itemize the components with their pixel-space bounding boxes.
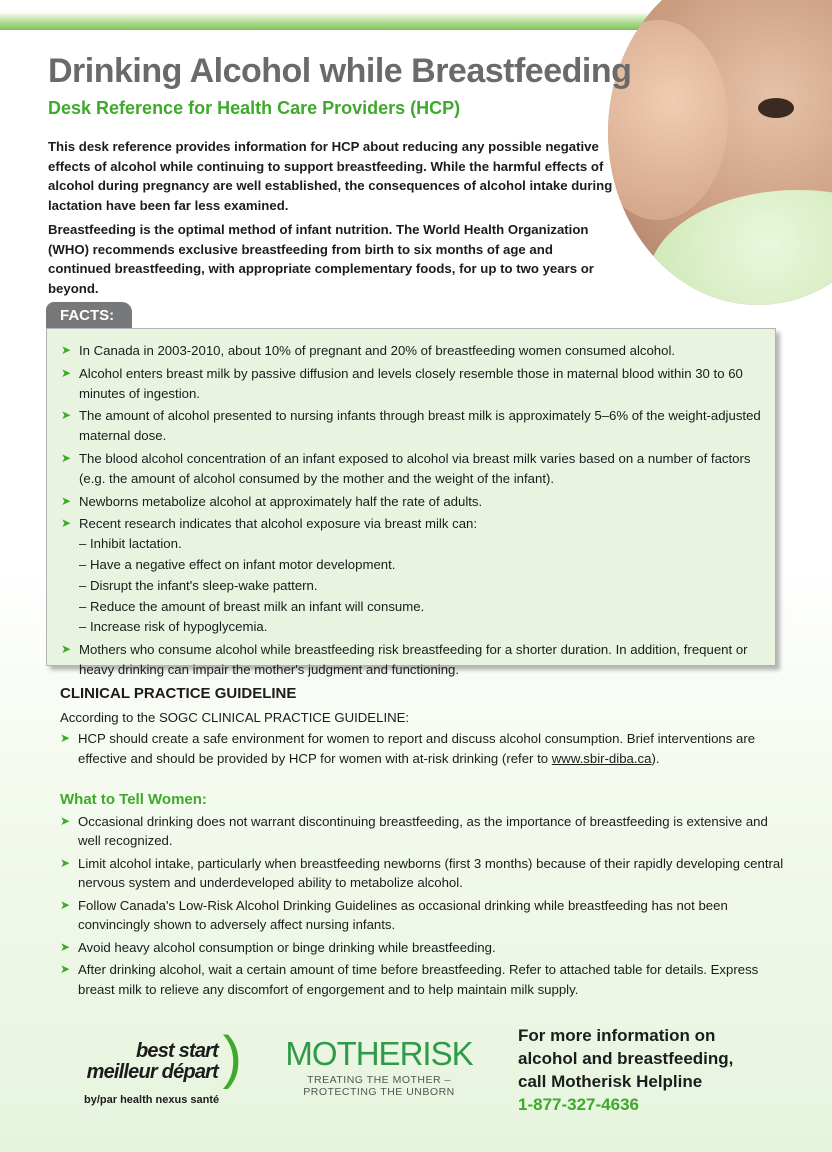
best-start-logo — [82, 1025, 252, 1126]
tell-text: Avoid heavy alcohol consumption or binge drinking while breastfeeding. — [78, 939, 496, 955]
tell-women-list — [60, 812, 790, 1000]
guideline-heading: CLINICAL PRACTICE GUIDELINE — [60, 685, 297, 702]
intro-paragraph: Breastfeeding is the optimal method of infant nutrition. The World Health Organization (WHO) recommends exclusive breastfeeding from birth to six months of age and continued breastfeeding, with appropriate complementary foods, for up to two years or beyond. — [48, 222, 594, 296]
sub-list-item: – Inhibit lactation. — [79, 536, 182, 552]
arrow-right-icon: ➤ — [61, 343, 72, 357]
motherisk-tagline: TREATING THE MOTHER – — [307, 1074, 451, 1086]
sub-list-item: – Disrupt the infant's sleep-wake pattern. — [79, 577, 318, 593]
arrow-right-icon: ➤ — [60, 939, 71, 954]
contact-line: alcohol and breastfeeding, — [518, 1049, 734, 1068]
tell-women-section — [60, 790, 790, 1002]
motherisk-wordmark: MOTHERISK — [285, 1035, 473, 1072]
list-item — [60, 896, 790, 935]
list-item — [60, 729, 790, 768]
facts-tab-label: FACTS: — [46, 302, 132, 328]
list-item — [61, 406, 765, 446]
contact-line: For more information on — [518, 1026, 716, 1045]
fact-text: Mothers who consume alcohol while breastfeeding risk breastfeeding for a shorter duration. In addition, frequent or heavy drinking can impair the mother's judgment and functioning. — [79, 642, 748, 677]
guideline-text-end: ). — [651, 750, 660, 766]
list-item — [61, 341, 765, 361]
sbir-link[interactable]: www.sbir-diba.ca — [551, 750, 652, 766]
mother-baby-photo — [608, 0, 832, 305]
guideline-section — [60, 684, 790, 771]
list-item — [61, 514, 765, 637]
tell-text: After drinking alcohol, wait a certain amount of time before breastfeeding. Refer to attached table for details. Express breast milk to relieve any discomfort of engorgement and to help maintain milk supply. — [78, 962, 759, 997]
photo-eye — [758, 98, 794, 118]
page-title: Drinking Alcohol while Breastfeeding — [48, 52, 632, 90]
arrow-right-icon: ➤ — [61, 493, 72, 508]
fact-text: In Canada in 2003-2010, about 10% of pregnant and 20% of breastfeeding women consumed alcohol. — [79, 343, 676, 358]
arrow-right-icon: ➤ — [60, 962, 71, 976]
contact-line: call Motherisk Helpline — [518, 1072, 703, 1091]
tell-text: Limit alcohol intake, particularly when breastfeeding newborns (first 3 months) because of their rapidly developing central nervous system and underdeveloped ability to metabolize alcohol. — [78, 855, 784, 890]
fact-text: The blood alcohol concentration of an infant exposed to alcohol via breast milk varies based on a number of factors (e.g. the amount of alcohol consumed by the mother and the weight of the infant). — [79, 450, 751, 486]
arrow-right-icon: ➤ — [61, 450, 72, 465]
arrow-right-icon: ➤ — [60, 855, 71, 870]
sub-list-item: – Have a negative effect on infant motor development. — [79, 556, 396, 572]
facts-list — [61, 341, 765, 680]
facts-box — [46, 328, 776, 677]
list-item — [60, 854, 790, 893]
guideline-lead: According to the SOGC CLINICAL PRACTICE GUIDELINE: — [60, 709, 410, 725]
best-start-line1: best start — [135, 1040, 218, 1062]
fact-text: The amount of alcohol presented to nursing infants through breast milk is approximately 5–6% of the weight-adjusted maternal dose. — [79, 408, 761, 444]
page-subtitle: Desk Reference for Health Care Providers (HCP) — [48, 98, 461, 118]
arrow-right-icon: ➤ — [61, 516, 72, 531]
tell-text: Follow Canada's Low-Risk Alcohol Drinking Guidelines as occasional drinking while breastfeeding has not been convincingly shown to adversely affect nursing infants. — [78, 897, 728, 932]
fact-text: Recent research indicates that alcohol exposure via breast milk can: — [79, 516, 478, 532]
tell-text: Occasional drinking does not warrant discontinuing breastfeeding, as the importance of breastfeeding is extensive and well recognized. — [78, 813, 768, 848]
photo-shape — [608, 20, 728, 220]
fact-text: Alcohol enters breast milk by passive diffusion and levels closely resemble those in maternal blood within 30 to 60 minutes of ingestion. — [79, 365, 743, 401]
best-start-line2: meilleur départ — [86, 1061, 218, 1083]
list-item — [60, 960, 790, 999]
arrow-right-icon: ➤ — [61, 365, 72, 380]
sub-list — [79, 534, 765, 637]
helpline-contact — [518, 1024, 818, 1116]
motherisk-logo — [284, 1034, 474, 1104]
list-item — [61, 492, 765, 512]
tell-women-heading: What to Tell Women: — [60, 791, 207, 808]
sub-list-item: – Increase risk of hypoglycemia. — [79, 619, 268, 635]
arrow-right-icon: ➤ — [60, 731, 71, 745]
helpline-phone[interactable]: 1-877-327-4636 — [518, 1095, 639, 1114]
arrow-right-icon: ➤ — [60, 813, 71, 828]
arrow-right-icon: ➤ — [61, 408, 72, 423]
arrow-right-icon: ➤ — [60, 897, 71, 912]
list-item — [60, 812, 790, 851]
best-start-paren: ) — [222, 1025, 242, 1090]
arrow-right-icon: ➤ — [61, 642, 72, 657]
sub-list-item: – Reduce the amount of breast milk an infant will consume. — [79, 598, 425, 614]
intro-paragraph: This desk reference provides information for HCP about reducing any possible negative effects of alcohol while continuing to support breastfeeding. While the harmful effects of alcohol during pregnancy are well established, the consequences of alcohol intake during lactation have been far less examined. — [48, 139, 613, 213]
list-item — [60, 938, 790, 958]
fact-text: Newborns metabolize alcohol at approximately half the rate of adults. — [79, 493, 483, 509]
list-item — [61, 449, 765, 489]
guideline-list — [60, 729, 790, 768]
list-item — [61, 364, 765, 404]
motherisk-tagline: PROTECTING THE UNBORN — [303, 1086, 455, 1098]
intro-section — [48, 137, 618, 303]
guideline-text: HCP should create a safe environment for women to report and discuss alcohol consumption. Brief interventions are effective and should be provided by HCP for women with at-risk drinking (refer to — [78, 731, 756, 766]
health-nexus-byline: by/par health nexus santé — [84, 1094, 220, 1106]
list-item — [61, 640, 765, 680]
